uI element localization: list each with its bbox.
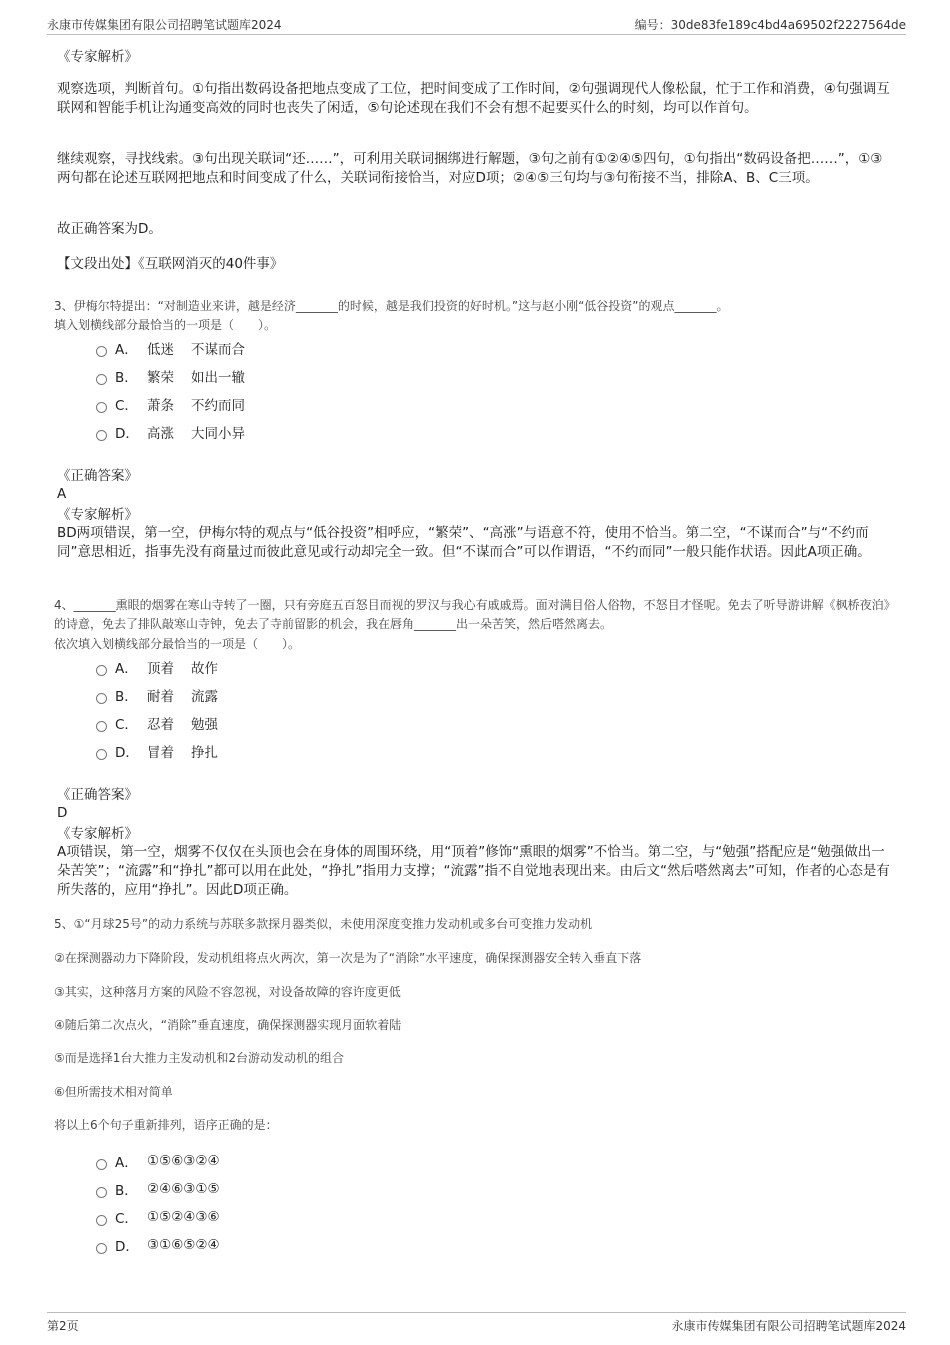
q3-option-d[interactable] [96, 422, 245, 442]
radio-icon[interactable] [96, 721, 107, 732]
q5-option-a[interactable] [96, 1151, 220, 1171]
q4-stem: 4、_______熏眼的烟雾在寒山寺转了一圈，只有旁庭五百怒目而视的罗汉与我心有戚戚焉。面对满目俗人俗物，不怒目才怪呢。免去了听导游讲解《枫桥夜泊》的诗意，免去了排队敲寒山寺钟，免去了寺前留影的机会，我在唇角_______出一朵苦笑，然后嗒然离去。 [54, 598, 890, 631]
option-word-1: 高涨 [147, 426, 174, 442]
option-letter: C． [115, 1211, 138, 1227]
q5-sentence-3: ③其实，这种落月方案的风险不容忽视，对设备故障的容许度更低 [54, 985, 401, 999]
q3-analysis: BD两项错误，第一空，伊梅尔特的观点与“低谷投资”相呼应，“繁荣”、“高涨”与语意不符，使用不恰当。第二空，“不谋而合”与“不约而同”意思相近，指事先没有商量过而彼此意见或行动却完全一致。但“不谋而合”可以作谓语，“不约而同”一般只能作状语。因此A项正确。 [57, 525, 871, 560]
q4-answer: D [57, 805, 68, 821]
option-letter: D． [115, 745, 139, 761]
option-letter: D． [115, 426, 139, 442]
option-word-2: 不约而同 [191, 398, 245, 414]
footer-title: 永康市传媒集团有限公司招聘笔试题库2024 [671, 1319, 906, 1333]
option-letter: C． [115, 717, 138, 733]
option-word-1: 忍着 [147, 717, 174, 733]
q3-stem: 3、伊梅尔特提出：“对制造业来讲，越是经济_______的时候，越是我们投资的好时机。”这与赵小刚“低谷投资”的观点_______。 [54, 299, 729, 313]
q5-sentence-5: ⑤而是选择1台大推力主发动机和2台游动发动机的组合 [54, 1051, 345, 1065]
q3-answer: A [57, 486, 67, 502]
q4-option-a[interactable] [96, 657, 218, 677]
radio-icon[interactable] [96, 1243, 107, 1254]
option-word-2: 如出一辙 [191, 370, 245, 386]
option-word-2: 故作 [191, 661, 218, 677]
option-word-2: 大同小异 [191, 426, 245, 442]
radio-icon[interactable] [96, 430, 107, 441]
q2-analysis-label: 《专家解析》 [57, 49, 138, 65]
option-letter: B． [115, 1183, 138, 1199]
q4-analysis-label: 《专家解析》 [57, 826, 138, 842]
q5-sentence-6: ⑥但所需技术相对简单 [54, 1085, 173, 1099]
option-text: ①⑤②④③⑥ [147, 1209, 220, 1225]
q5-instruction: 将以上6个句子重新排列，语序正确的是： [54, 1118, 278, 1132]
option-letter: B． [115, 370, 138, 386]
radio-icon[interactable] [96, 749, 107, 760]
option-letter: D． [115, 1239, 139, 1255]
q4-answer-label: 《正确答案》 [57, 787, 138, 803]
q5-sentence-4: ④随后第二次点火，“消除”垂直速度，确保探测器实现月面软着陆 [54, 1018, 402, 1032]
option-word-2: 流露 [191, 689, 218, 705]
q2-analysis-para1: 观察选项，判断首句。①句指出数码设备把地点变成了工位，把时间变成了工作时间，②句强调现代人像松鼠，忙于工作和消费，④句强调互联网和智能手机让沟通变高效的同时也丧失了闲适，⑤句论述现在我们不会有想不起要买什么的时刻，均可以作首句。 [57, 81, 890, 116]
radio-icon[interactable] [96, 693, 107, 704]
option-word-2: 挣扎 [191, 745, 218, 761]
option-word-2: 不谋而合 [191, 342, 245, 358]
option-text: ①⑤⑥③②④ [147, 1153, 220, 1169]
option-letter: A． [115, 342, 138, 358]
option-word-1: 萧条 [147, 398, 174, 414]
q3-instruction: 填入划横线部分最恰当的一项是（ ）。 [54, 318, 277, 332]
radio-icon[interactable] [96, 346, 107, 357]
page-number: 第2页 [47, 1319, 79, 1333]
radio-icon[interactable] [96, 374, 107, 385]
q2-conclusion: 故正确答案为D。 [57, 221, 162, 237]
page-footer [47, 1312, 906, 1335]
radio-icon[interactable] [96, 1159, 107, 1170]
q4-option-c[interactable] [96, 713, 218, 733]
q3-analysis-label: 《专家解析》 [57, 507, 138, 523]
option-letter: A． [115, 661, 138, 677]
option-word-1: 顶着 [147, 661, 174, 677]
option-word-1: 低迷 [147, 342, 174, 358]
q4-analysis: A项错误，第一空，烟雾不仅仅在头顶也会在身体的周围环绕，用“顶着”修饰“熏眼的烟雾”不恰当。第二空，与“勉强”搭配应是“勉强做出一朵苦笑”；“流露”和“挣扎”都可以用在此处，“挣扎”指用力支撑；“流露”指不自觉地表现出来。由后文“然后嗒然离去”可知，作者的心态是有所失落的，应用“挣扎”。因此D项正确。 [57, 844, 890, 898]
q3-option-b[interactable] [96, 366, 245, 386]
q5-option-b[interactable] [96, 1179, 220, 1199]
q4-instruction: 依次填入划横线部分最恰当的一项是（ ）。 [54, 637, 301, 651]
option-letter: A． [115, 1155, 138, 1171]
q3-answer-label: 《正确答案》 [57, 468, 138, 484]
option-text: ③①⑥⑤②④ [147, 1237, 220, 1253]
q5-option-c[interactable] [96, 1207, 220, 1227]
q5-option-d[interactable] [96, 1235, 220, 1255]
option-text: ②④⑥③①⑤ [147, 1181, 220, 1197]
q2-analysis-para2: 继续观察，寻找线索。③句出现关联词“还……”，可利用关联词捆绑进行解题，③句之前有①②④⑤四句，①句指出“数码设备把……”，①③两句都在论述互联网把地点和时间变成了什么，关联词衔接恰当，对应D项；②④⑤三句均与③句衔接不当，排除A、B、C三项。 [57, 151, 883, 186]
option-word-2: 勉强 [191, 717, 218, 733]
q5-sentence-1: 5、①“月球25号”的动力系统与苏联多款探月器类似，未使用深度变推力发动机或多台可变推力发动机 [54, 917, 593, 931]
q3-option-c[interactable] [96, 394, 245, 414]
q3-option-a[interactable] [96, 338, 245, 358]
header-serial: 编号：30de83fe189c4bd4a69502f2227564de [634, 18, 906, 32]
radio-icon[interactable] [96, 402, 107, 413]
q5-sentence-2: ②在探测器动力下降阶段，发动机组将点火两次，第一次是为了“消除”水平速度，确保探测器安全转入垂直下落 [54, 951, 642, 965]
radio-icon[interactable] [96, 665, 107, 676]
option-word-1: 耐着 [147, 689, 174, 705]
q4-option-b[interactable] [96, 685, 218, 705]
q4-option-d[interactable] [96, 741, 218, 761]
option-word-1: 冒着 [147, 745, 174, 761]
option-letter: C． [115, 398, 138, 414]
radio-icon[interactable] [96, 1187, 107, 1198]
option-word-1: 繁荣 [147, 370, 174, 386]
option-letter: B． [115, 689, 138, 705]
header-title: 永康市传媒集团有限公司招聘笔试题库2024 [47, 18, 282, 32]
q2-source: 【文段出处】《互联网消灭的40件事》 [57, 256, 284, 272]
radio-icon[interactable] [96, 1215, 107, 1226]
page-header [47, 14, 906, 35]
